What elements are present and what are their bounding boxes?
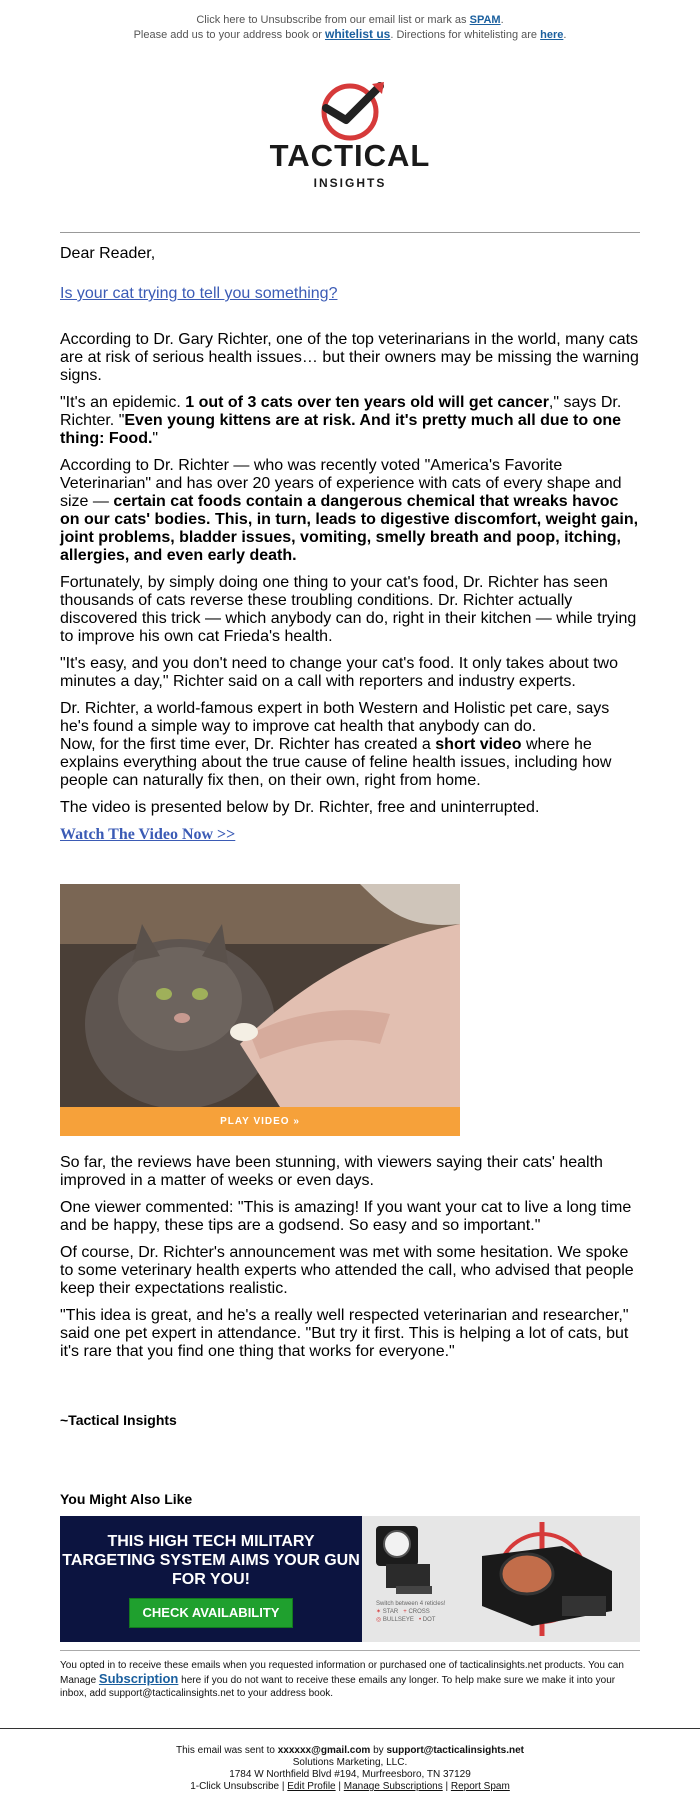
paragraph: "It's an epidemic. 1 out of 3 cats over ten years old will get cancer," says Dr. Richter. "Even young kittens are at risk. And it's pretty much all due to one thing: Food." bbox=[60, 394, 622, 447]
ad-text-panel[interactable] bbox=[60, 1516, 362, 1642]
brand-logo bbox=[0, 80, 700, 200]
company-address: 1784 W Northfield Blvd #194, Murfreesboro, TN 37129 bbox=[229, 1769, 471, 1780]
signoff: ~Tactical Insights bbox=[60, 1412, 177, 1428]
ad-product-image[interactable]: Switch between 4 reticles! ✶ STAR + CROSS ◎ BULLSEYE • DOT bbox=[362, 1516, 640, 1642]
cat-photo[interactable] bbox=[60, 884, 460, 1107]
fine-print-divider bbox=[60, 1650, 640, 1651]
paragraph: Dr. Richter, a world-famous expert in both Western and Holistic pet care, says he's found a simple way to improve cat health that anybody can do. bbox=[60, 700, 610, 735]
header-divider bbox=[60, 232, 640, 233]
whitelist-link[interactable]: whitelist us bbox=[324, 27, 391, 41]
paragraph: Fortunately, by simply doing one thing to your cat's food, Dr. Richter has seen thousands of cats reverse these troubling conditions. Dr. Richter actually discovered this trick — which anybody can do, right in their kitchen — while trying to improve his own cat Frieda's health. bbox=[60, 574, 637, 645]
paragraph: According to Dr. Gary Richter, one of the top veterinarians in the world, many cats are at risk of serious health issues… but their owners may be missing the warning signs. bbox=[60, 331, 639, 384]
email-body bbox=[60, 245, 640, 1642]
top-notice: Click here to Unsubscribe from our email list or mark as SPAM. Please add us to your address book or whitelist us. Directions for whitelisting are here. bbox=[133, 14, 567, 41]
unsubscribe-text[interactable]: Click here to Unsubscribe from our email list or mark as bbox=[196, 14, 470, 26]
report-spam-link[interactable]: Report Spam bbox=[450, 1781, 510, 1792]
spam-link[interactable]: SPAM bbox=[469, 14, 501, 26]
cross-reticle-icon: + bbox=[403, 1609, 407, 1615]
reticle-caption: Switch between 4 reticles! bbox=[376, 1601, 446, 1607]
paragraph: One viewer commented: "This is amazing! If you want your cat to live a long time and be happy, these tips are a godsend. So easy and so important." bbox=[60, 1199, 632, 1234]
ad-title: THIS HIGH TECH MILITARY TARGETING SYSTEM AIMS YOUR GUN FOR YOU! bbox=[62, 1533, 360, 1588]
check-availability-button[interactable]: CHECK AVAILABILITY bbox=[129, 1598, 293, 1628]
star-reticle-icon: ✶ bbox=[376, 1609, 382, 1615]
target-check-icon bbox=[312, 80, 388, 142]
bullseye-reticle-icon: ◎ bbox=[376, 1617, 382, 1623]
double-chevron-right-icon: » bbox=[293, 1116, 300, 1127]
dot-reticle-icon: • bbox=[418, 1617, 422, 1623]
paragraph: The video is presented below by Dr. Richter, free and uninterrupted. bbox=[60, 799, 540, 816]
video-thumbnail[interactable] bbox=[60, 884, 460, 1136]
footer-divider bbox=[0, 1728, 700, 1729]
brand-subname: INSIGHTS bbox=[313, 176, 387, 190]
brand-name: TACTICAL bbox=[269, 138, 431, 173]
greeting: Dear Reader, bbox=[60, 245, 156, 262]
one-click-unsubscribe[interactable]: 1-Click Unsubscribe bbox=[190, 1781, 280, 1792]
also-like-heading: You Might Also Like bbox=[60, 1491, 193, 1507]
recipient-email: xxxxxx@gmail.com bbox=[277, 1745, 371, 1756]
edit-profile-link[interactable]: Edit Profile bbox=[287, 1781, 336, 1792]
play-video-button[interactable]: PLAY VIDEO » bbox=[60, 1107, 460, 1136]
paragraph: According to Dr. Richter — who was recently voted "America's Favorite Veterinarian" and has over 20 years of experience with cats of every shape and size — certain cat foods contain a dangerous chemical that wreaks havoc on our cats' bodies. This, in turn, leads to digestive discomfort, weight gain, joint problems, bladder issues, vomiting, smelly breath and poop, itching, allergies, and even early death. bbox=[60, 457, 639, 564]
paragraph: "It's easy, and you don't need to change your cat's food. It only takes about two minutes a day," Richter said on a call with reporters and industry experts. bbox=[60, 655, 619, 690]
paragraph: Of course, Dr. Richter's announcement was met with some hesitation. We spoke to some veterinary health experts who attended the call, who advised that people keep their expectations realistic. bbox=[60, 1244, 634, 1297]
manage-subscriptions-link[interactable]: Manage Subscriptions bbox=[343, 1781, 443, 1792]
watch-video-link[interactable]: Watch The Video Now >> bbox=[60, 826, 236, 843]
manage-subscription-link[interactable]: Subscription bbox=[98, 1671, 179, 1686]
sender-email: support@tacticalinsights.net bbox=[386, 1745, 524, 1756]
paragraph: Now, for the first time ever, Dr. Richter has created a short video where he explains everything about the true cause of feline health issues, including how people can naturally fix then, on their own, right from home. bbox=[60, 736, 612, 789]
ad-banner[interactable] bbox=[60, 1516, 640, 1642]
paragraph: "This idea is great, and he's a really well respected veterinarian and researcher," said one pet expert in attendance. "But try it first. This is helping a lot of cats, but it's rare that you find one thing that works for everyone." bbox=[60, 1307, 629, 1360]
headline-link[interactable]: Is your cat trying to tell you something? bbox=[60, 285, 338, 302]
paragraph: So far, the reviews have been stunning, with viewers saying their cats' health improved in a matter of weeks or even days. bbox=[60, 1154, 603, 1189]
whitelist-directions-link[interactable]: here bbox=[540, 29, 564, 41]
company-name: Solutions Marketing, LLC. bbox=[292, 1757, 408, 1768]
footer: This email was sent to xxxxxx@gmail.com by support@tacticalinsights.net Solutions Marketing, LLC. 1784 W Northfield Blvd #194, Murfreesboro, TN 37129 1-Click Unsubscribe | Edit Profile | Manage Subscriptions | Report Spam bbox=[0, 1745, 700, 1793]
fine-print: You opted in to receive these emails when you requested information or purchased one of tacticalinsights.net products. You can Manage Subscription here if you do not want to receive these emails any longer. To help make sure we make it into your inbox, add support@tacticalinsights.net to your address book. bbox=[60, 1660, 624, 1699]
